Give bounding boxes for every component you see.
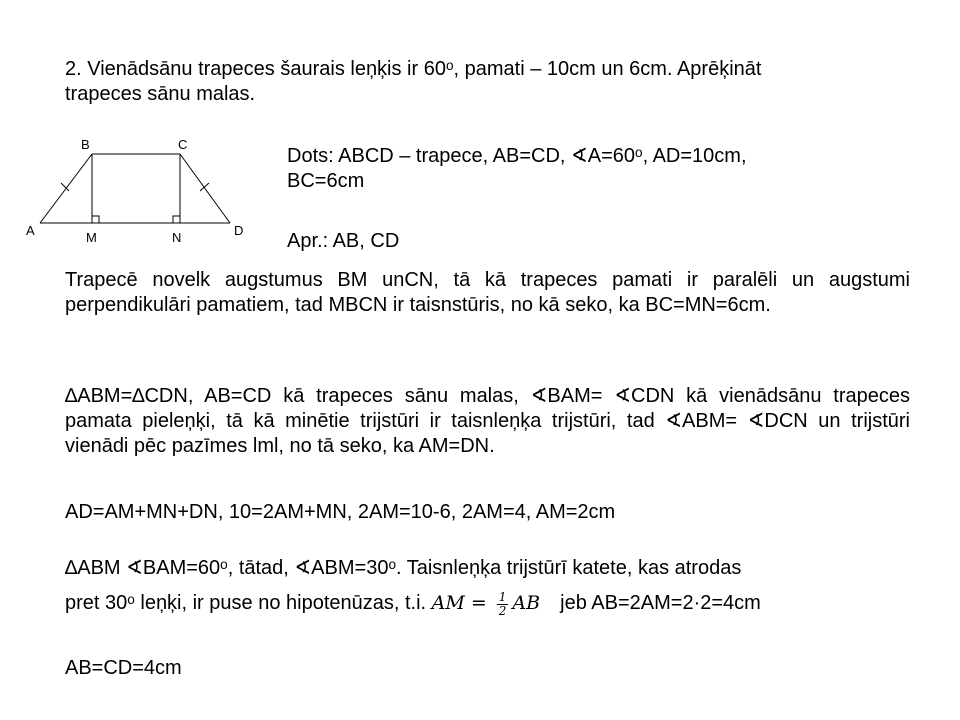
line-2-end: jeb AB=2AM=2·2=4cm [560,592,761,614]
paragraph-equation: AD=AM+MN+DN, 10=2AM+MN, 2AM=10-6, 2AM=4, AM=2cm [65,501,616,523]
right-angle-m [92,216,99,223]
problem-line-1: 2. Vienādsānu trapeces šaurais leņķis ir 60ᵒ, pamati – 10cm un 6cm. Aprēķināt [65,58,762,80]
find-line: Apr.: AB, CD [287,230,400,252]
label-m: M [86,230,97,244]
label-a: A [26,223,35,238]
given-line-2: BC=6cm [287,170,365,192]
formula-lhs: AM [431,592,465,614]
fraction-denominator: 2 [498,603,507,618]
formula-rhs: AB [512,592,541,614]
paragraph-30-degree: ∆ABM ∢BAM=60ᵒ, tātad, ∢ABM=30ᵒ. Taisnleņķa trijstūrī katete, kas atrodas [65,557,742,579]
given-block [287,144,887,194]
formula-eq: = [470,592,487,614]
final-answer: AB=CD=4cm [65,657,182,679]
label-b: B [81,137,90,152]
line-2-start: pret 30ᵒ leņķi, ir puse no hipotenūzas, t.i. [65,592,427,614]
label-d: D [234,223,244,238]
paragraph-congruence: ∆ABM=∆CDN, AB=CD kā trapeces sānu malas, ∢BAM= ∢CDN kā vienādsānu trapeces pamata pieleņķi, tā kā minētie trijstūri ir taisnleņķa trijstūri, tad ∢ABM= ∢DCN un trijstūri vienādi pēc pazīmes lml, no tā seko, ka AM=DN. [65,385,910,457]
label-n: N [172,230,182,244]
trapezoid-figure [22,132,252,244]
formula-fraction [497,591,509,618]
label-c: C [178,137,188,152]
given-line-1: Dots: ABCD – trapece, AB=CD, ∢A=60ᵒ, AD=10cm, [287,145,747,167]
paragraph-heights: Trapecē novelk augstumus BM unCN, tā kā trapeces pamati ir paralēli un augstumi perpendikulāri pamatiem, tad MBCN ir taisnstūris, no kā seko, ka BC=MN=6cm. [65,269,910,316]
paragraph-30-degree-line-2 [65,588,910,618]
problem-line-2: trapeces sānu malas. [65,83,256,105]
right-angle-n [173,216,180,223]
side-cd [180,154,230,223]
problem-statement [65,57,910,107]
fraction-numerator: 1 [498,589,507,604]
formula [431,589,546,618]
